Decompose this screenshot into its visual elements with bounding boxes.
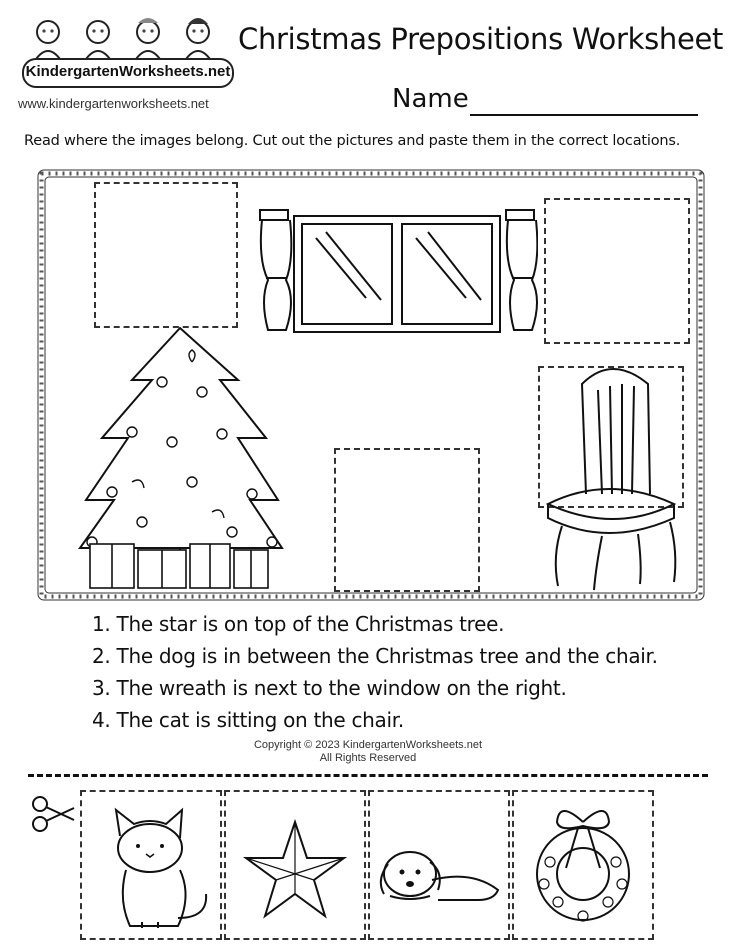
sentence-1: 1. The star is on top of the Christmas tree.: [92, 612, 505, 636]
drop-zone-star[interactable]: [94, 182, 238, 328]
kids-logo-icon: [18, 14, 232, 64]
cat-icon: [82, 792, 220, 938]
star-icon: [226, 792, 364, 938]
cutout-row: [80, 790, 656, 942]
cut-line: [28, 774, 708, 777]
drop-zone-wreath[interactable]: [544, 198, 690, 344]
window-icon: [256, 208, 538, 338]
copyright: [200, 739, 536, 765]
chair-icon: [542, 354, 692, 594]
page-title: Christmas Prepositions Worksheet: [238, 22, 724, 56]
sentence-4: 4. The cat is sitting on the chair.: [92, 708, 404, 732]
name-label: Name: [392, 84, 469, 114]
cutout-dog[interactable]: [368, 790, 510, 940]
wreath-icon: [514, 792, 652, 938]
cutout-wreath[interactable]: [512, 790, 654, 940]
copyright-line: Copyright © 2023 KindergartenWorksheets.net: [253, 739, 483, 751]
sentence-list: [92, 608, 712, 736]
sentence-3: 3. The wreath is next to the window on the right.: [92, 676, 567, 700]
scissors-icon: [30, 794, 76, 834]
dog-icon: [370, 792, 508, 938]
scene-panel: [34, 166, 708, 604]
name-field[interactable]: [470, 114, 698, 116]
cutout-star[interactable]: [224, 790, 366, 940]
drop-zone-dog[interactable]: [334, 448, 480, 592]
sentence-2: 2. The dog is in between the Christmas tree and the chair.: [92, 644, 658, 668]
cutout-cat[interactable]: [80, 790, 222, 940]
christmas-tree-icon: [72, 322, 304, 592]
site-url: www.kindergartenworksheets.net: [18, 96, 209, 111]
rights-line: All Rights Reserved: [319, 752, 417, 764]
instructions: Read where the images belong. Cut out the pictures and paste them in the correct locations.: [24, 133, 681, 149]
logo-wordmark: KindergartenWorksheets.net: [22, 58, 234, 88]
